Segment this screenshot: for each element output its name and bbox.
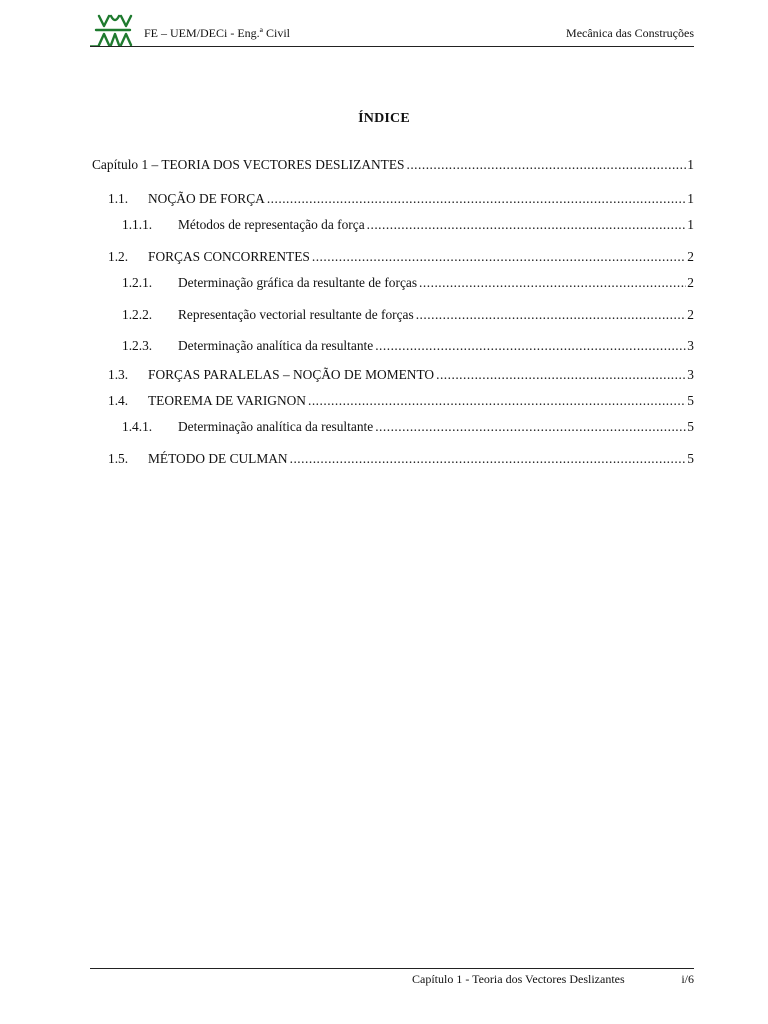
toc-entry-number: 1.4. [108, 393, 129, 408]
toc-leader-dots [290, 451, 687, 467]
toc-entry-page: 5 [687, 393, 694, 408]
toc-entry[interactable] [92, 307, 694, 327]
footer-page-number: i/6 [681, 972, 694, 986]
header-course: Mecânica das Construções [566, 26, 694, 40]
toc-entry[interactable] [92, 338, 694, 358]
toc-entry-number: 1.2.3. [122, 338, 153, 353]
toc-entry-number: 1.4.1. [122, 419, 153, 434]
toc-entry-page: 5 [687, 451, 694, 466]
toc-entry-number: 1.3. [108, 367, 129, 382]
toc-entry-page: 5 [687, 419, 694, 434]
toc-entry-number: 1.1. [108, 191, 129, 206]
toc-entry-page: 2 [687, 307, 694, 322]
toc-entry-number: 1.2. [108, 249, 129, 264]
footer-chapter-title: Capítulo 1 - Teoria dos Vectores Deslizantes [412, 972, 625, 986]
toc-entry[interactable] [92, 393, 694, 413]
toc-entry-text: NOÇÃO DE FORÇA [148, 191, 265, 206]
toc-entry-number: 1.1.1. [122, 217, 153, 232]
toc-leader-dots [375, 419, 686, 435]
toc-entry-page: 3 [687, 367, 694, 382]
toc-leader-dots [375, 338, 686, 354]
toc-entry-text: MÉTODO DE CULMAN [148, 451, 288, 466]
toc-entry[interactable] [92, 191, 694, 211]
toc-leader-dots [312, 249, 686, 265]
toc-entry-text: TEOREMA DE VARIGNON [148, 393, 306, 408]
toc-entry-page: 2 [687, 249, 694, 264]
toc-entry-page: 2 [687, 275, 694, 290]
toc-entry-text: Métodos de representação da força [178, 217, 365, 232]
university-logo-icon [90, 12, 136, 48]
toc-entry-page: 1 [687, 191, 694, 206]
toc-entry[interactable] [92, 367, 694, 387]
toc-entry-text: Capítulo 1 – TEORIA DOS VECTORES DESLIZANTES [92, 157, 405, 172]
toc-entry-text: Determinação analítica da resultante [178, 419, 374, 434]
toc-entry-page: 1 [687, 217, 694, 232]
toc-entry-page: 3 [687, 338, 694, 353]
toc-entry-text: Determinação analítica da resultante [178, 338, 374, 353]
toc-leader-dots [308, 393, 686, 409]
toc-entry-text: Determinação gráfica da resultante de forças [178, 275, 418, 290]
toc-entry-text: Representação vectorial resultante de forças [178, 307, 414, 322]
toc-leader-dots [416, 307, 687, 323]
toc-entry-number: 1.2.1. [122, 275, 153, 290]
toc-entry-number: 1.2.2. [122, 307, 153, 322]
footer-divider [90, 968, 694, 969]
header-institution: FE – UEM/DECi - Eng.ª Civil [144, 26, 290, 40]
toc-leader-dots [419, 275, 686, 291]
toc-entry[interactable] [92, 157, 694, 177]
header-divider [90, 46, 694, 47]
toc-entry[interactable] [92, 275, 694, 295]
toc-leader-dots [267, 191, 686, 207]
page-title: ÍNDICE [358, 111, 410, 126]
toc-entry-number: 1.5. [108, 451, 129, 466]
toc-leader-dots [436, 367, 686, 383]
page-header [90, 12, 694, 48]
toc-leader-dots [367, 217, 687, 233]
toc-entry[interactable] [92, 419, 694, 439]
toc-leader-dots [406, 157, 686, 173]
toc-entry[interactable] [92, 217, 694, 237]
toc-entry[interactable] [92, 249, 694, 269]
toc-entry[interactable] [92, 451, 694, 471]
toc-entry-text: FORÇAS CONCORRENTES [148, 249, 310, 264]
toc-entry-text: FORÇAS PARALELAS – NOÇÃO DE MOMENTO [148, 367, 435, 382]
toc-entry-page: 1 [687, 157, 694, 172]
